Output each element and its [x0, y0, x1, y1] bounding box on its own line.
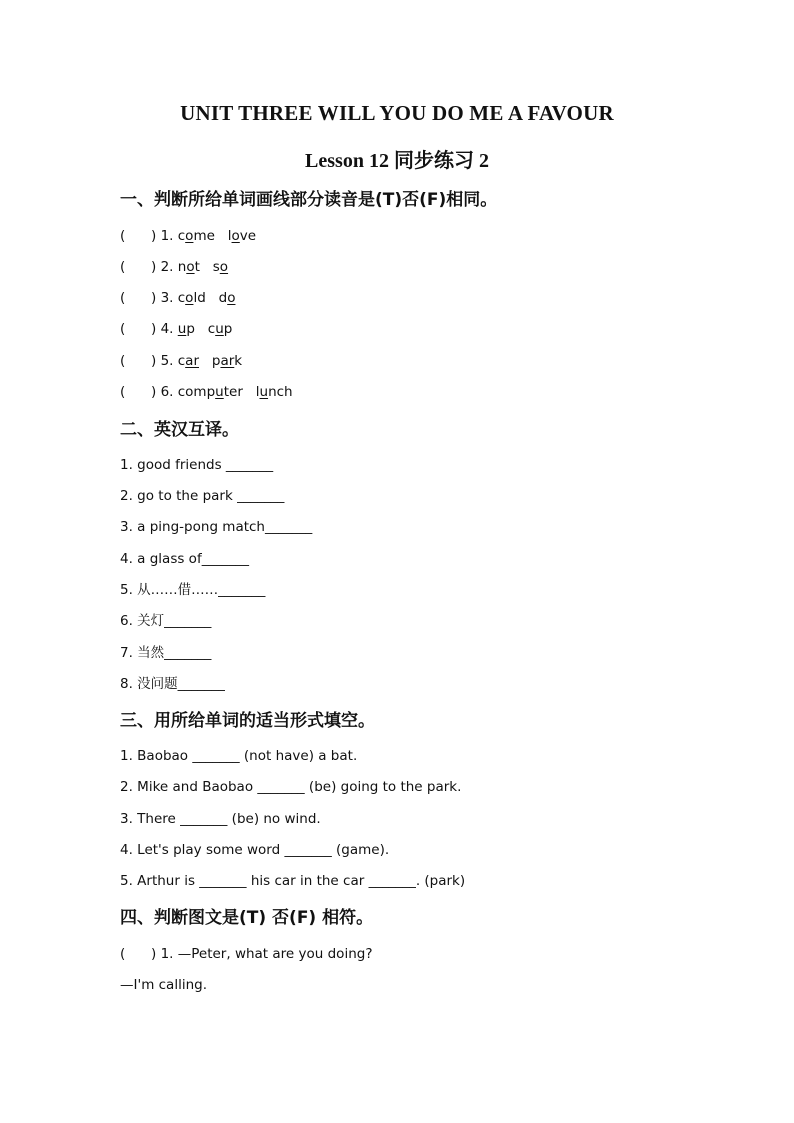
fill-blank-item: 3. There _______ (be) no wind.: [120, 811, 321, 827]
page-title: UNIT THREE WILL YOU DO ME A FAVOUR: [180, 101, 614, 125]
pronunciation-item: ( ) 4. up cup: [120, 321, 233, 337]
fill-blank-item: 2. Mike and Baobao _______ (be) going to the park.: [120, 779, 462, 795]
pronunciation-item: ( ) 2. not so: [120, 259, 229, 275]
pronunciation-item: ( ) 1. come love: [120, 228, 257, 244]
picture-judge-item: ( ) 1. —Peter, what are you doing?: [120, 946, 373, 962]
translation-item: 7. 当然_______: [120, 645, 212, 661]
dialogue-reply: —I'm calling.: [120, 977, 207, 993]
pronunciation-item: ( ) 3. cold do: [120, 290, 236, 306]
translation-item: 4. a glass of_______: [120, 551, 249, 567]
translation-item: 8. 没问题_______: [120, 676, 225, 692]
translation-item: 1. good friends _______: [120, 457, 274, 473]
fill-blank-item: 4. Let's play some word _______ (game).: [120, 842, 390, 858]
lesson-subtitle: Lesson 12 同步练习 2: [305, 150, 489, 172]
fill-blank-item: 5. Arthur is _______ his car in the car _______. (park): [120, 873, 466, 889]
section-1-heading: 一、判断所给单词画线部分读音是(T)否(F)相同。: [120, 190, 498, 210]
pronunciation-item: ( ) 5. car park: [120, 353, 243, 369]
translation-item: 2. go to the park _______: [120, 488, 285, 504]
pronunciation-item: ( ) 6. computer lunch: [120, 384, 293, 400]
fill-blank-item: 1. Baobao _______ (not have) a bat.: [120, 748, 358, 764]
translation-item: 3. a ping-pong match_______: [120, 519, 313, 535]
section-3-heading: 三、用所给单词的适当形式填空。: [120, 711, 375, 731]
translation-item: 6. 关灯_______: [120, 613, 212, 629]
section-4-heading: 四、判断图文是(T) 否(F) 相符。: [120, 908, 374, 928]
translation-item: 5. 从……借……_______: [120, 582, 266, 598]
section-2-heading: 二、英汉互译。: [120, 420, 239, 440]
